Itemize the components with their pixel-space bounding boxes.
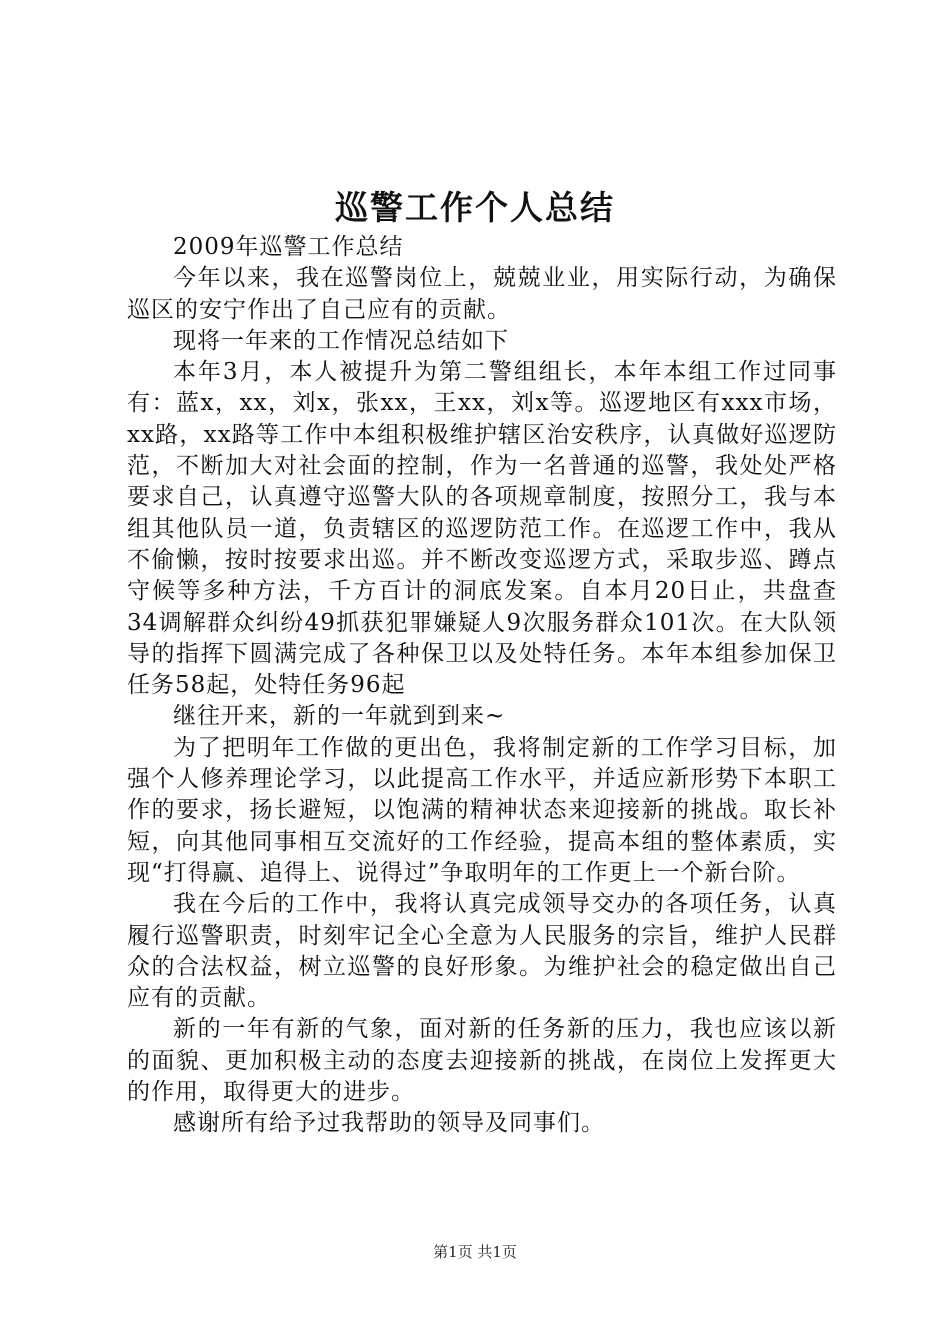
paragraph-intro: 今年以来，我在巡警岗位上，兢兢业业，用实际行动，为确保巡区的安宁作出了自己应有的贡献。 xyxy=(127,265,837,323)
paragraph-goals: 为了把明年工作做的更出色，我将制定新的工作学习目标，加强个人修养理论学习，以此提高工作水平，并适应新形势下本职工作的要求，扬长避短，以饱满的精神状态来迎接新的挑战。取长补短，向其他同事相互交流好的工作经验，提高本组的整体素质，实现“打得赢、追得上、说得过”争取明年的工作更上一个新台阶。 xyxy=(127,734,837,886)
document-title: 巡警工作个人总结 xyxy=(335,188,615,227)
paragraph-subtitle: 2009年巡警工作总结 xyxy=(173,234,404,260)
paragraph-future-work: 我在今后的工作中，我将认真完成领导交办的各项任务，认真履行巡警职责，时刻牢记全心全意为人民服务的宗旨，维护人民群众的合法权益，树立巡警的良好形象。为维护社会的稳定做出自己应有的贡献。 xyxy=(127,891,837,1012)
paragraph-thanks: 感谢所有给予过我帮助的领导及同事们。 xyxy=(173,1110,605,1137)
paragraph-new-year: 新的一年有新的气象，面对新的任务新的压力，我也应该以新的面貌、更加积极主动的态度去迎接新的挑战，在岗位上发挥更大的作用，取得更大的进步。 xyxy=(127,1016,837,1106)
page-footer: 第1页 共1页 xyxy=(433,1243,517,1261)
paragraph-work-details: 本年3月，本人被提升为第二警组组长，本年本组工作过同事有：蓝x，xx，刘x，张xx，王xx，刘x等。巡逻地区有xxx市场，xx路，xx路等工作中本组积极维护辖区治安秩序，认真做好巡逻防范，不断加大对社会面的控制，作为一名普通的巡警，我处处严格要求自己，认真遵守巡警大队的各项规章制度，按照分工，我与本组其他队员一道，负责辖区的巡逻防范工作。在巡逻工作中，我从不偷懒，按时按要求出巡。并不断改变巡逻方式，采取步巡、蹲点守候等多种方法，千方百计的洞底发案。自本月20日止，共盘查34调解群众纠纷49抓获犯罪嫌疑人9次服务群众101次。在大队领导的指挥下圆满完成了各种保卫以及处特任务。本年本组参加保卫任务58起，处特任务96起 xyxy=(127,359,837,699)
paragraph-transition: 继往开来，新的一年就到到来~ xyxy=(173,703,506,730)
document-body xyxy=(127,232,837,1140)
paragraph-summary-lead: 现将一年来的工作情况总结如下 xyxy=(173,327,509,354)
